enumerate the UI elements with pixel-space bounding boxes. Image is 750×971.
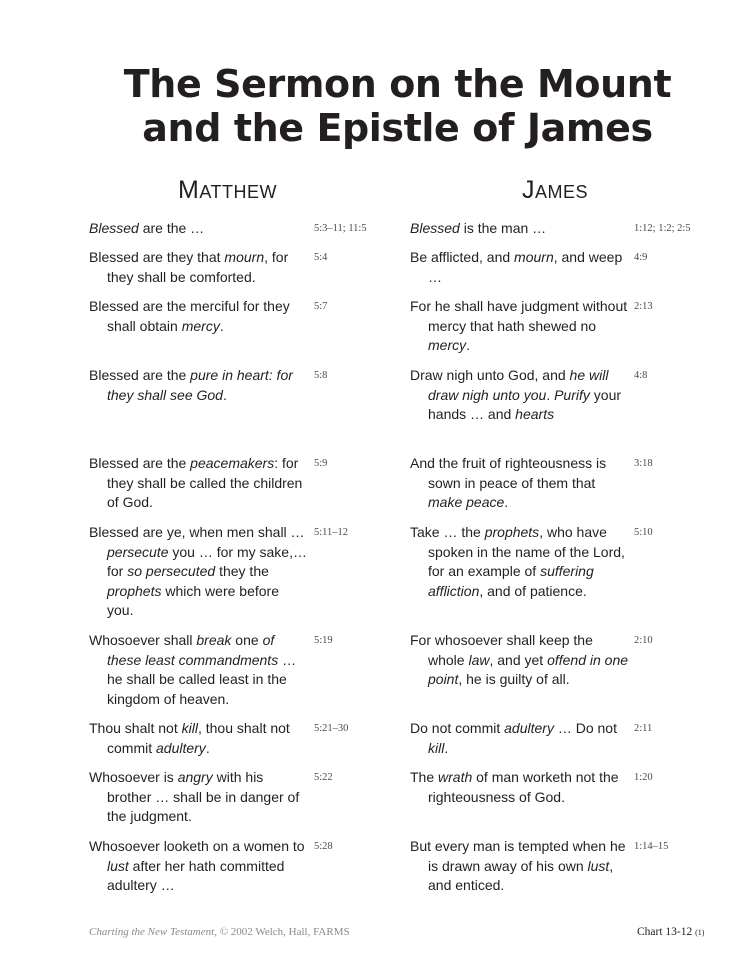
james-reference: 1:14–15 (634, 841, 669, 852)
james-reference: 2:11 (634, 723, 653, 734)
matthew-verse-text (89, 523, 307, 621)
verse-fragment: with his brother … shall be in danger of the judgment. (107, 769, 300, 825)
james-reference: 4:9 (634, 252, 648, 263)
verse-fragment: . (444, 739, 449, 756)
matthew-verse-text (89, 366, 307, 405)
matthew-reference: 5:8 (314, 370, 328, 381)
verse-fragment: Be afflicted, and (410, 249, 515, 265)
verse-fragment: … Do not (553, 720, 617, 736)
verse-fragment: The (410, 769, 439, 785)
verse-fragment: But every man is tempted when he is drawn away of his own (410, 838, 626, 874)
emphasized-phrase: persecute (107, 543, 169, 560)
verse-fragment: they the (215, 563, 269, 580)
verse-fragment: , he is guilty of all. (458, 671, 570, 688)
verse-fragment: , thou shalt not commit (107, 720, 290, 756)
james-reference: 2:13 (634, 301, 653, 312)
emphasized-phrase: he will draw nigh unto you (428, 367, 609, 403)
james-verse-text (410, 837, 632, 896)
matthew-reference: 5:7 (314, 301, 328, 312)
verse-fragment: Thou shalt not (89, 720, 182, 736)
footer-source (89, 926, 350, 938)
emphasized-phrase: adultery (156, 739, 206, 756)
verse-fragment: Whosoever shall (89, 632, 197, 648)
chart-suffix: (1) (695, 928, 705, 937)
page-title (0, 62, 750, 150)
matthew-reference: 5:9 (314, 458, 328, 469)
james-reference: 1:12; 1:2; 2:5 (634, 223, 691, 234)
emphasized-phrase: suffering affliction (428, 563, 594, 599)
james-verse-text (410, 366, 632, 425)
verse-fragment: one (231, 632, 263, 648)
emphasized-phrase: mercy (428, 337, 467, 354)
emphasized-phrase: make peace (428, 494, 505, 511)
column-heading-matthew: Matthew (178, 176, 277, 204)
emphasized-phrase: offend in one point (428, 651, 629, 688)
james-reference: 2:10 (634, 635, 653, 646)
james-verse-text (410, 297, 632, 356)
verse-fragment: : for they shall be called the children of God. (107, 455, 303, 511)
verse-fragment: . (546, 386, 555, 403)
matthew-verse-text (89, 719, 307, 758)
james-verse-text (410, 523, 632, 601)
emphasized-phrase: hearts (515, 406, 555, 423)
emphasized-phrase: adultery (504, 720, 554, 736)
emphasized-phrase: lust (107, 857, 129, 874)
emphasized-phrase: mourn (224, 249, 265, 265)
emphasized-phrase: peacemakers (190, 455, 275, 471)
verse-fragment: Blessed are they that (89, 249, 225, 265)
verse-fragment: Do not commit (410, 720, 505, 736)
emphasized-phrase: lust (587, 857, 610, 874)
verse-fragment: , for they shall be comforted. (107, 249, 289, 285)
verse-fragment: , and yet (489, 651, 548, 668)
verse-fragment: Blessed are the (89, 367, 191, 383)
matthew-reference: 5:4 (314, 252, 328, 263)
james-verse-text (410, 454, 632, 513)
verse-fragment: Draw nigh unto God, and (410, 367, 570, 383)
verse-fragment: are the … (138, 220, 205, 236)
footer-copyright: , © 2002 Welch, Hall, FARMS (214, 926, 350, 938)
james-reference: 1:20 (634, 772, 653, 783)
james-reference: 4:8 (634, 370, 648, 381)
emphasized-phrase: of these least commandments (107, 632, 279, 668)
verse-fragment: Whosoever looketh on a women to (89, 838, 305, 854)
verse-fragment: For he shall have judgment without mercy that hath shewed no (410, 298, 628, 334)
james-reference: 3:18 (634, 458, 653, 469)
verse-fragment: … he shall be called least in the kingdom of heaven. (107, 651, 297, 707)
footer-chart-number (637, 926, 704, 938)
matthew-verse-text (89, 454, 307, 513)
emphasized-phrase: so persecuted (127, 563, 216, 580)
verse-fragment: Whosoever is (89, 769, 178, 785)
verse-fragment: , and enticed. (428, 857, 614, 894)
footer-book-title: Charting the New Testament (89, 926, 215, 938)
emphasized-phrase: Purify (554, 386, 590, 403)
title-line-2: and the Epistle of James (142, 106, 653, 150)
emphasized-phrase: angry (177, 769, 213, 785)
verse-fragment: Blessed are the (89, 455, 191, 471)
verse-fragment: of man worketh not the righteousness of God. (428, 769, 619, 805)
title-line-1: The Sermon on the Mount (123, 62, 672, 106)
verse-fragment: your hands … and (428, 386, 622, 423)
verse-fragment: For whosoever shall keep the whole (410, 632, 593, 668)
verse-fragment: Blessed are ye, when men shall … (89, 524, 305, 540)
matthew-verse-text (89, 631, 307, 709)
verse-fragment: , who have spoken in the name of the Lord, for an example of (428, 524, 625, 580)
emphasized-phrase: break (196, 632, 232, 648)
verse-fragment: . (466, 337, 471, 354)
verse-fragment: And the fruit of righteousness is sown in peace of them that (410, 455, 607, 491)
emphasized-phrase: pure in heart: for they shall see God (107, 367, 293, 403)
chart-label: Chart 13-12 (637, 926, 693, 938)
matthew-reference: 5:19 (314, 635, 333, 646)
column-heading-james: James (522, 176, 589, 204)
emphasized-phrase: kill (181, 720, 198, 736)
james-verse-text (410, 248, 632, 287)
matthew-reference: 5:28 (314, 841, 333, 852)
emphasized-phrase: Blessed (410, 220, 460, 236)
verse-fragment: Blessed are the merciful for they shall obtain (89, 298, 290, 334)
verse-fragment: you … for my sake,… for (107, 543, 307, 580)
emphasized-phrase: law (468, 651, 490, 668)
matthew-reference: 5:3–11; 11:5 (314, 223, 367, 234)
emphasized-phrase: mourn (514, 249, 554, 265)
james-verse-text (410, 719, 632, 758)
verse-fragment: , and weep … (428, 249, 623, 285)
verse-fragment: . (219, 317, 224, 334)
verse-fragment: which were before you. (107, 582, 279, 619)
james-verse-text (410, 631, 632, 690)
verse-fragment: . (222, 386, 227, 403)
matthew-verse-text (89, 768, 307, 827)
emphasized-phrase: mercy (181, 317, 220, 334)
matthew-reference: 5:11–12 (314, 527, 349, 538)
matthew-reference: 5:21–30 (314, 723, 349, 734)
matthew-verse-text (89, 248, 307, 287)
matthew-verse-text (89, 837, 307, 896)
emphasized-phrase: prophets (484, 524, 540, 540)
verse-fragment: is the man … (459, 220, 547, 236)
emphasized-phrase: Blessed (89, 220, 139, 236)
james-verse-text (410, 219, 632, 239)
emphasized-phrase: prophets (107, 582, 162, 599)
matthew-verse-text (89, 297, 307, 336)
emphasized-phrase: kill (428, 739, 445, 756)
verse-fragment: . (205, 739, 210, 756)
verse-fragment: after her hath committed adultery … (107, 857, 285, 894)
verse-fragment: . (504, 494, 509, 511)
verse-fragment: , and of patience. (479, 582, 587, 599)
matthew-verse-text (89, 219, 307, 239)
verse-fragment: Take … the (410, 524, 485, 540)
james-reference: 5:10 (634, 527, 653, 538)
matthew-reference: 5:22 (314, 772, 333, 783)
james-verse-text (410, 768, 632, 807)
emphasized-phrase: wrath (438, 769, 473, 785)
